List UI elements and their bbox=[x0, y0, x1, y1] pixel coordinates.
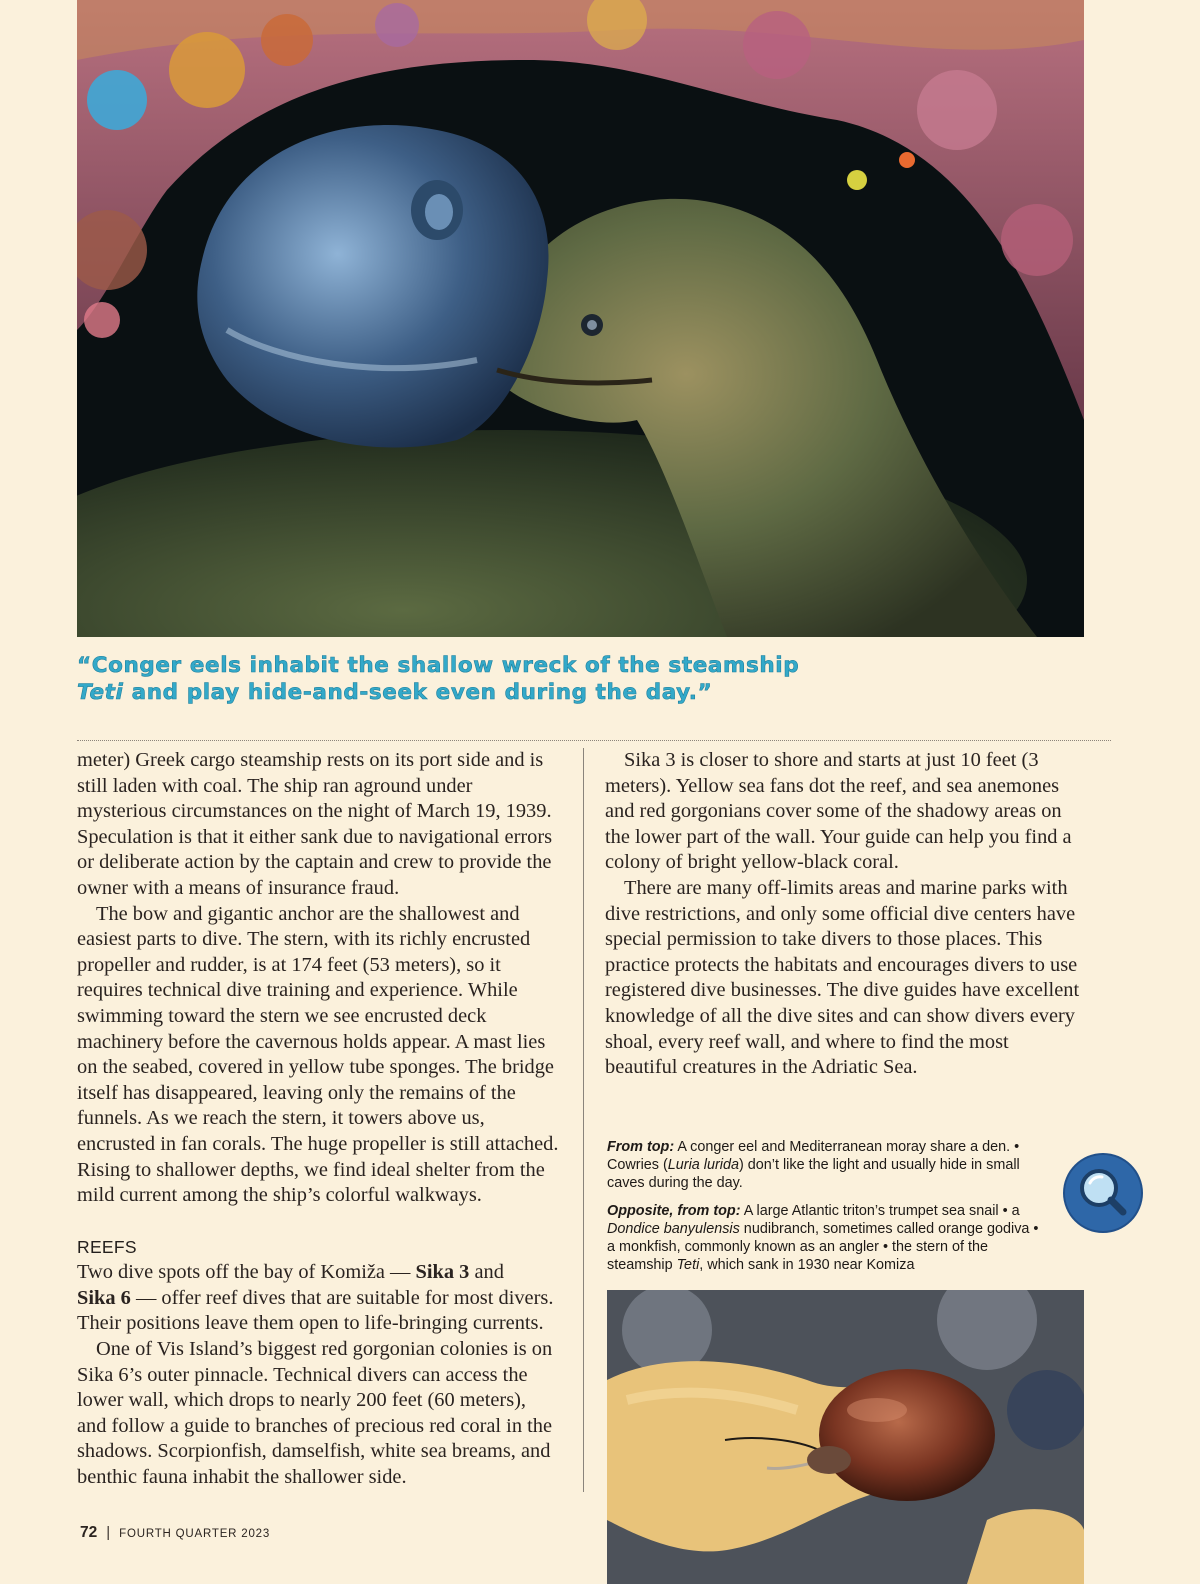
caption-lead: From top: bbox=[607, 1139, 675, 1155]
paragraph: Sika 3 is closer to shore and starts at just 10 feet (3 meters). Yellow sea fans dot the reef, and sea anemones and red gorgonians cover some of the shadowy areas on the lower part of the wall. Your guide can help you find a colony of bright yellow-black coral. bbox=[605, 749, 1072, 874]
zoom-button[interactable] bbox=[1065, 1155, 1141, 1231]
paragraph-text: and bbox=[469, 1261, 504, 1284]
caption-text: ) don’t like the light and usually hide in small caves during the day. bbox=[607, 1157, 1020, 1192]
caption-from-top bbox=[607, 1138, 1047, 1193]
paragraph: The bow and gigantic anchor are the shallowest and easiest parts to dive. The stern, with its richly encrusted propeller and rudder, is at 174 feet (53 meters), so it requires technical dive training and experience. While swimming toward the stern we see encrusted deck machinery before the cavernous holds appear. A mast lies on the seabed, covered in yellow tube sponges. The bridge itself has disappeared, leaving only the remains of the funnels. As we reach the stern, it towers above us, encrusted in fan corals. The huge propeller is still attached. Rising to shallower depths, we find ideal shelter from the mild current among the ship’s colorful walkways. bbox=[77, 902, 559, 1207]
footer-separator: | bbox=[106, 1524, 111, 1541]
caption-ship-name: Teti bbox=[676, 1257, 700, 1274]
paragraph: One of Vis Island’s biggest red gorgonian colonies is on Sika 6’s outer pinnacle. Technical divers can access the lower wall, which drops to nearly 200 feet (60 meters), and follow a guide to branches of precious red coral in the shadows. Scorpionfish, damselfish, white sea breams, and benthic fauna inhabit the shallower side. bbox=[77, 1338, 553, 1489]
section-heading: REEFS bbox=[77, 1236, 137, 1257]
dotted-divider bbox=[77, 740, 1111, 741]
hero-photo bbox=[77, 0, 1084, 637]
photo-caption bbox=[607, 1138, 1047, 1283]
article-right-column bbox=[605, 748, 1085, 1081]
magnifier-icon bbox=[1065, 1155, 1141, 1231]
paragraph-text: Two dive spots off the bay of Komiža — bbox=[77, 1261, 416, 1284]
dive-site-name: Sika 6 bbox=[77, 1286, 131, 1309]
issue-label: FOURTH QUARTER 2023 bbox=[119, 1528, 271, 1540]
column-rule bbox=[583, 748, 584, 1492]
caption-species: Luria lurida bbox=[667, 1157, 739, 1174]
cowrie-photo bbox=[607, 1290, 1084, 1584]
page-footer bbox=[80, 1524, 270, 1542]
page-number: 72 bbox=[80, 1524, 98, 1541]
article-left-column bbox=[77, 748, 559, 1491]
pull-quote-line-2 bbox=[77, 679, 1037, 706]
caption-text: nudibranch, sometimes called orange godiva • a monkfish, commonly known as an angler • the stern of the steamship bbox=[607, 1220, 1039, 1274]
dive-site-name: Sika 3 bbox=[415, 1261, 470, 1284]
caption-text: , which sank in 1930 near Komiza bbox=[699, 1257, 915, 1274]
caption-species: Dondice banyulensis bbox=[607, 1220, 740, 1237]
caption-text: A conger eel and Mediterranean moray share a den. • Cowries ( bbox=[607, 1139, 1020, 1174]
caption-opposite bbox=[607, 1202, 1047, 1275]
paragraph-text: — offer reef dives that are suitable for most divers. Their positions leave them open to life-bringing currents. bbox=[77, 1286, 554, 1335]
paragraph: There are many off-limits areas and marine parks with dive restrictions, and only some official dive centers have special permission to take divers to those places. This practice protects the habitats and encourages divers to use registered dive businesses. The dive guides have excellent knowledge of all the dive sites and can show divers every shoal, every reef wall, and where to find the most beautiful creatures in the Adriatic Sea. bbox=[605, 876, 1080, 1079]
pull-quote bbox=[77, 652, 1037, 706]
pull-quote-ship-name: Teti bbox=[77, 680, 124, 705]
caption-text: A large Atlantic triton’s trumpet sea snail • a bbox=[740, 1202, 1020, 1219]
pull-quote-line-2-rest: and play hide-and-seek even during the day.” bbox=[123, 680, 713, 705]
paragraph: meter) Greek cargo steamship rests on its port side and is still laden with coal. The ship ran aground under mysterious circumstances on the night of March 19, 1939. Speculation is that it either sank due to navigational errors or deliberate action by the captain and crew to provide the owner with a means of insurance fraud. bbox=[77, 749, 553, 899]
pull-quote-line-1: “Conger eels inhabit the shallow wreck of the steamship bbox=[77, 653, 800, 678]
paragraph bbox=[77, 1260, 559, 1337]
caption-lead: Opposite, from top: bbox=[607, 1202, 741, 1219]
